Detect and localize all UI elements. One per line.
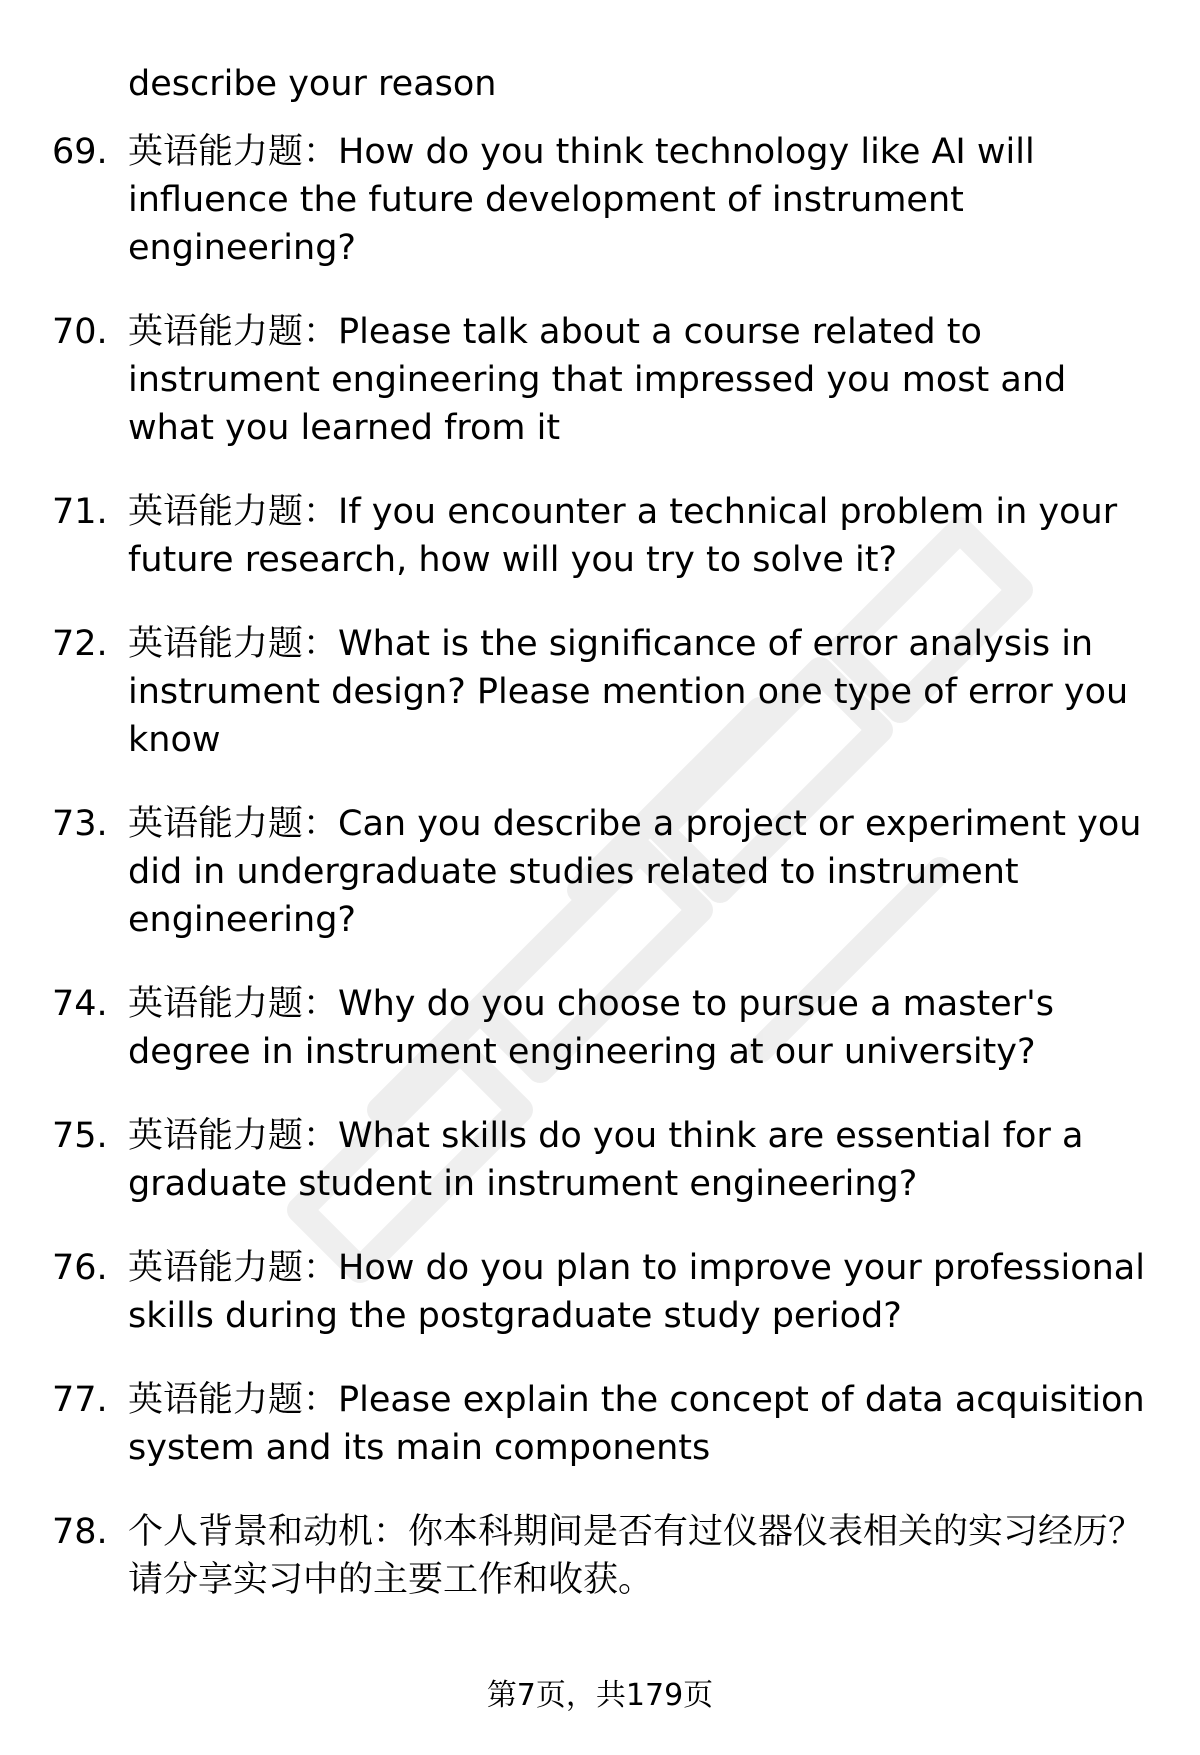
- question-number: 71.: [52, 492, 108, 532]
- question-text: 英语能力题：Can you describe a project or experiment you did in undergraduate studies related to instrument engineering?: [128, 804, 1142, 940]
- question-text: 英语能力题：What skills do you think are essential for a graduate student in instrument engineering?: [128, 1116, 1084, 1204]
- question-number: 69.: [52, 132, 108, 172]
- page-number-footer: 第7页，共179页: [486, 1678, 714, 1713]
- question-number: 77.: [52, 1380, 108, 1420]
- question-text: 英语能力题：How do you think technology like AI will influence the future development of instrument engineering?: [128, 132, 1035, 268]
- question-number: 78.: [52, 1512, 108, 1552]
- question-text: 英语能力题：How do you plan to improve your professional skills during the postgraduate study period?: [128, 1248, 1145, 1336]
- question-text: 英语能力题：If you encounter a technical problem in your future research, how will you try to solve it?: [128, 492, 1118, 580]
- question-number: 73.: [52, 804, 108, 844]
- question-text: 英语能力题：Why do you choose to pursue a master's degree in instrument engineering at our university?: [128, 984, 1054, 1072]
- question-text: 英语能力题：Please explain the concept of data acquisition system and its main components: [128, 1380, 1145, 1468]
- question-text: 英语能力题：What is the significance of error analysis in instrument design? Please mention one type of error you know: [128, 624, 1129, 760]
- question-number: 70.: [52, 312, 108, 352]
- question-number: 74.: [52, 984, 108, 1024]
- question-text: 英语能力题：Please talk about a course related to instrument engineering that impressed you most and what you learned from it: [128, 312, 1067, 448]
- question-number: 76.: [52, 1248, 108, 1288]
- question-text: 个人背景和动机：你本科期间是否有过仪器仪表相关的实习经历？请分享实习中的主要工作和收获。: [128, 1512, 1144, 1600]
- question-number: 72.: [52, 624, 108, 664]
- question-number: 75.: [52, 1116, 108, 1156]
- continuation-text: describe your reason: [128, 64, 497, 104]
